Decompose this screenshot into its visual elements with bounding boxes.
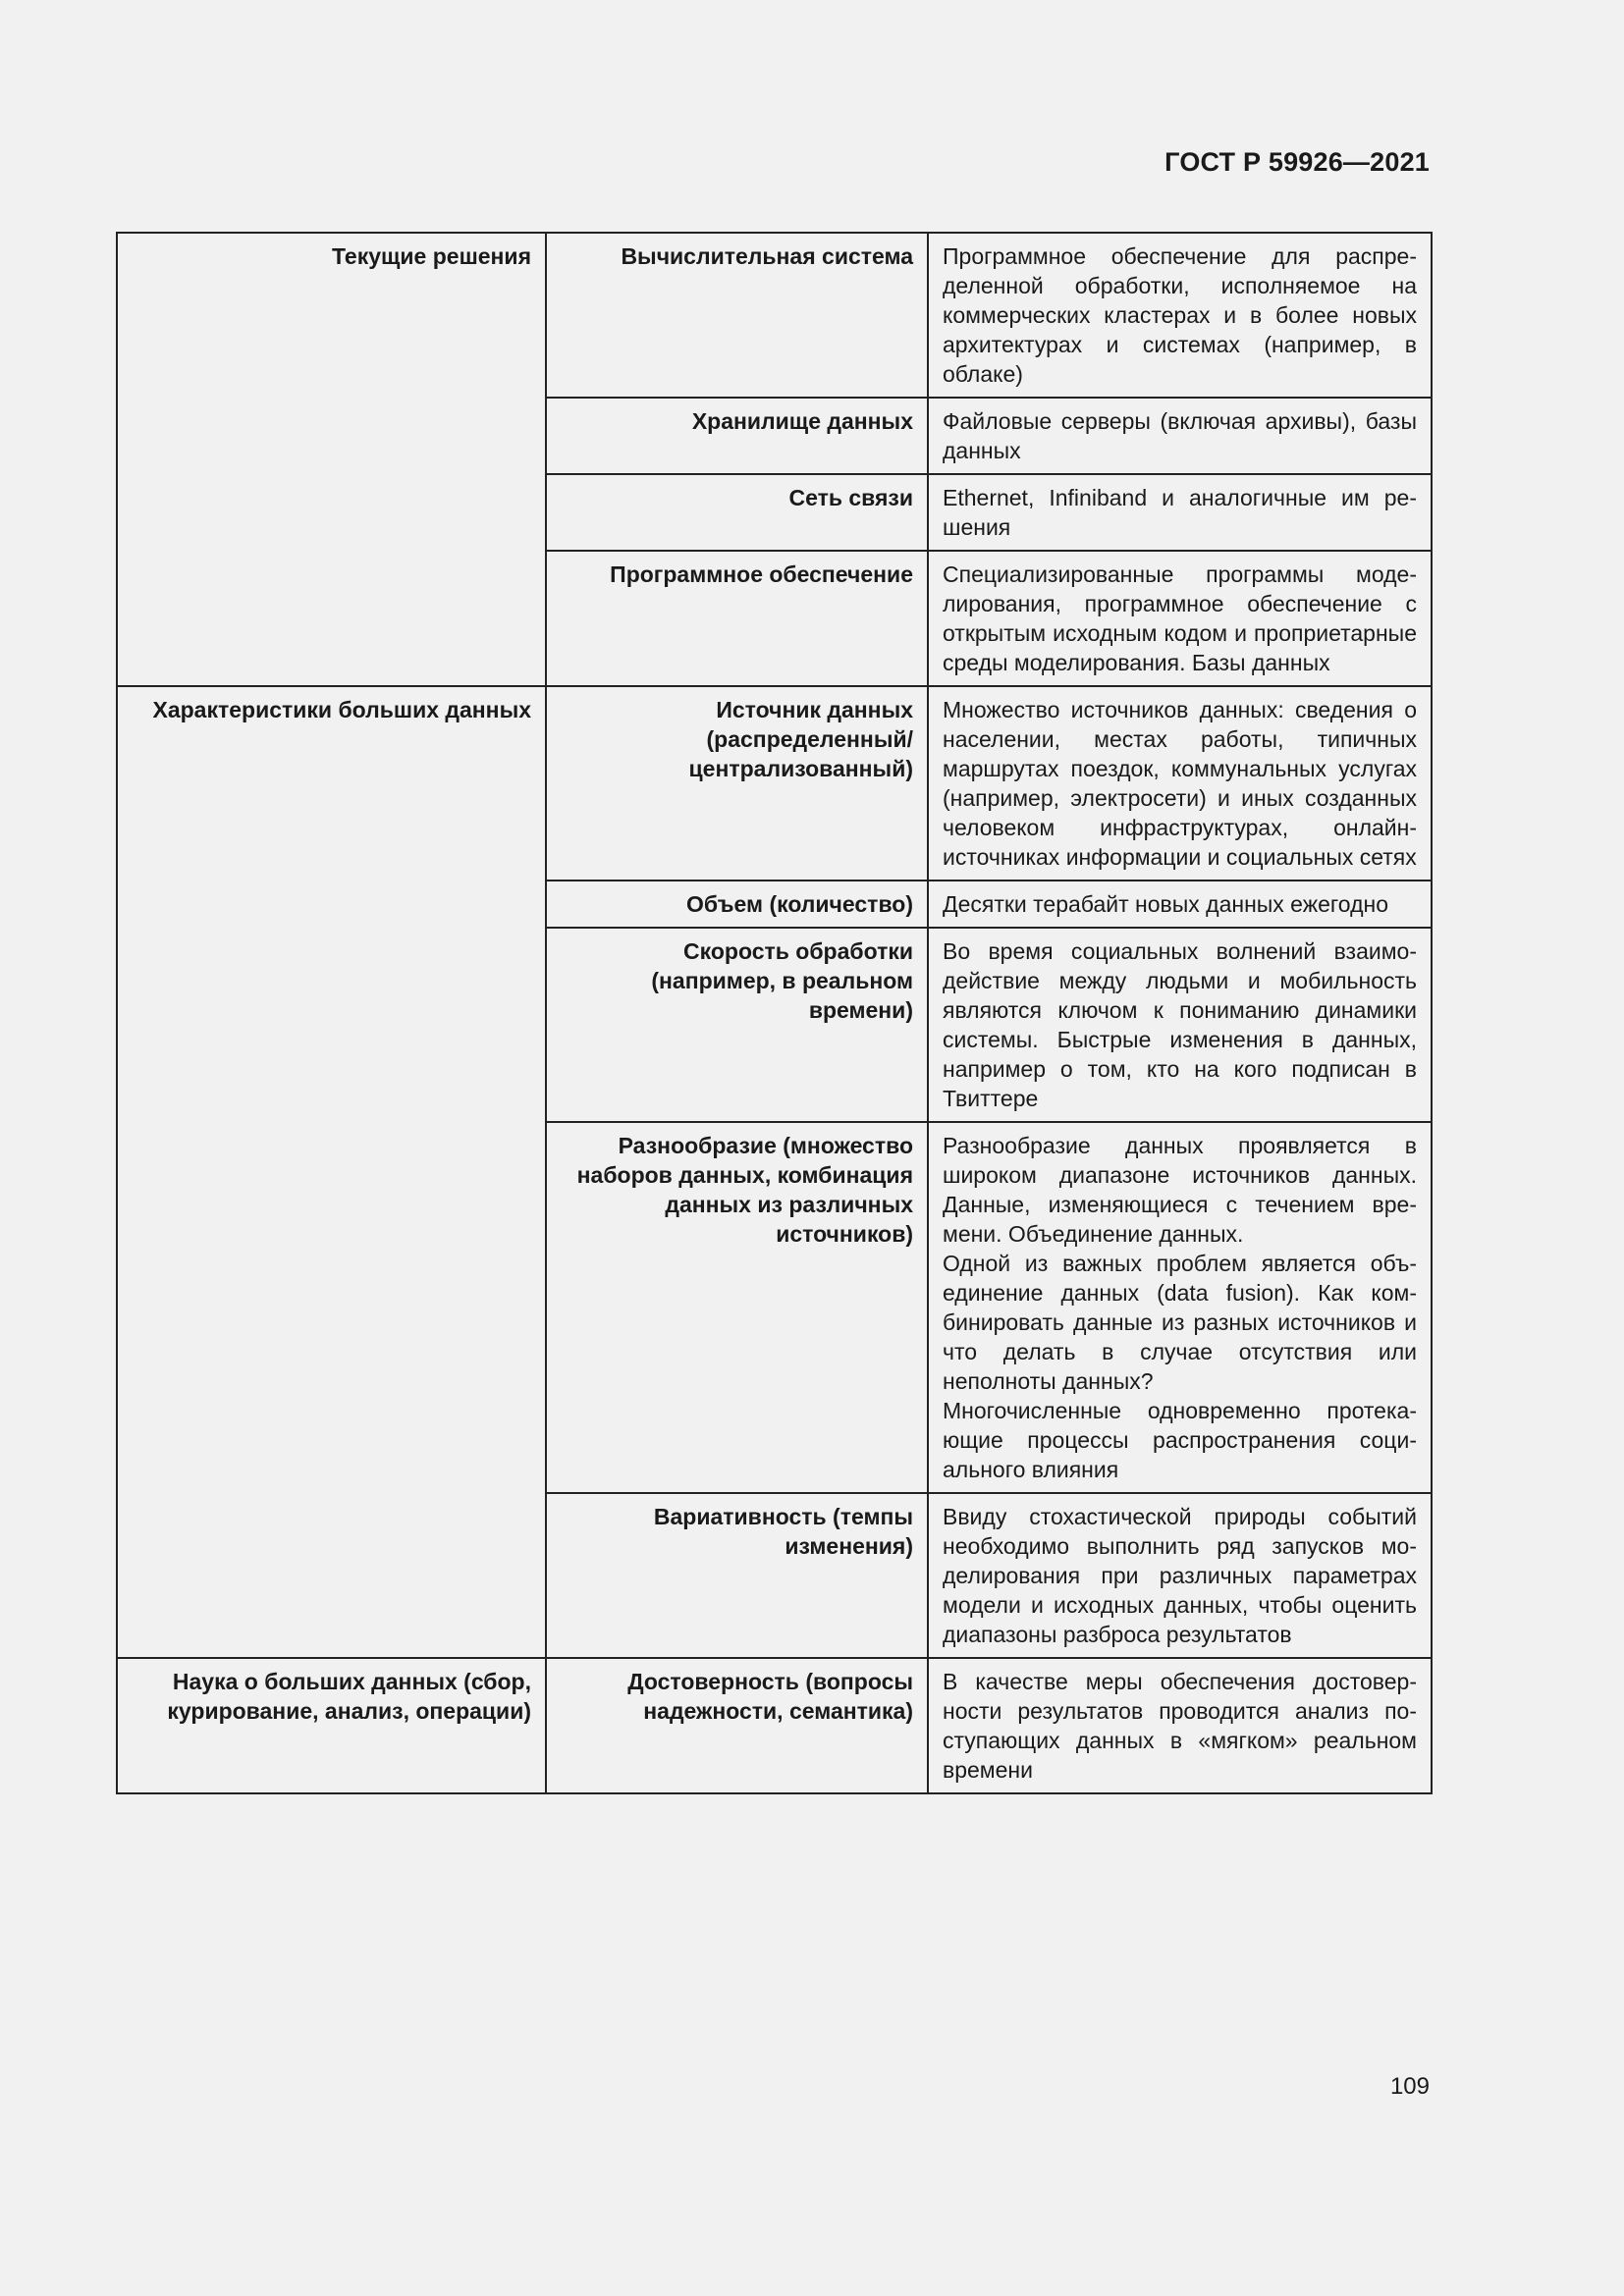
description-cell <box>928 881 1432 928</box>
description-paragraph: Во время социальных волнений взаимодействие между людьми и мобильность являются ключом к пониманию динамики системы. Быстрые изменения в данных, например о том, кто на кого подписан в Твиттере <box>943 938 1417 1111</box>
description-paragraph: Файловые серверы (включая архивы), базы данных <box>943 408 1417 463</box>
description-cell <box>928 686 1432 881</box>
description-paragraph: Специализированные программы моделирования, программное обеспечение с открытым исходным кодом и проприетарные среды моделирования. Базы данных <box>943 561 1417 675</box>
subcategory-cell: Вычислительная система <box>546 233 928 398</box>
description-paragraph: В качестве меры обеспечения достоверности результатов проводится анализ поступающих данных в «мягком» реальном времени <box>943 1669 1417 1783</box>
description-cell <box>928 1122 1432 1493</box>
description-paragraph: Ethernet, Infiniband и аналогичные им решения <box>943 485 1417 540</box>
table-row <box>117 233 1432 398</box>
specification-table <box>116 232 1433 1794</box>
page-number: 109 <box>1389 2073 1430 2100</box>
description-paragraph: Разнообразие данных проявляется в широком диапазоне источников данных. Данные, изменяющиеся с течением времени. Объединение данных. <box>943 1133 1417 1247</box>
subcategory-cell: Сеть связи <box>546 474 928 551</box>
subcategory-cell: Скорость обработки (например, в реальном времени) <box>546 928 928 1122</box>
description-cell <box>928 474 1432 551</box>
description-cell <box>928 1658 1432 1793</box>
subcategory-cell: Вариативность (темпы изменения) <box>546 1493 928 1658</box>
table-row <box>117 686 1432 881</box>
subcategory-cell: Достоверность (вопросы надежности, семантика) <box>546 1658 928 1793</box>
subcategory-cell: Программное обеспечение <box>546 551 928 686</box>
description-paragraph: Ввиду стохастической природы событий необходимо выполнить ряд запусков моделирования при различных параметрах модели и исходных данных, чтобы оценить диапазоны разброса результатов <box>943 1504 1417 1647</box>
subcategory-cell: Разнообразие (множество наборов данных, комбинация данных из различных источников) <box>546 1122 928 1493</box>
description-cell <box>928 398 1432 474</box>
description-cell <box>928 1493 1432 1658</box>
description-cell <box>928 233 1432 398</box>
description-cell <box>928 551 1432 686</box>
description-paragraph: Многочисленные одновременно протекающие процессы распространения социального влияния <box>943 1398 1417 1482</box>
description-paragraph: Одной из важных проблем является объединение данных (data fusion). Как комбинировать данные из разных источников и что делать в случае отсутствия или неполноты данных? <box>943 1251 1417 1394</box>
description-paragraph: Десятки терабайт новых данных ежегодно <box>943 891 1388 917</box>
category-cell: Наука о больших данных (сбор, курирование, анализ, операции) <box>117 1658 546 1793</box>
subcategory-cell: Источник данных (распределенный/ централизованный) <box>546 686 928 881</box>
description-paragraph: Множество источников данных: сведения о населении, местах работы, типичных маршрутах поездок, коммунальных услугах (например, электросети) и иных созданных человеком инфраструктурах, онлайн-источниках информации и социальных сетях <box>943 697 1417 870</box>
description-cell <box>928 928 1432 1122</box>
document-header: ГОСТ Р 59926—2021 <box>1164 147 1430 177</box>
subcategory-cell: Объем (количество) <box>546 881 928 928</box>
specification-table-body <box>117 233 1432 1793</box>
description-paragraph: Программное обеспечение для распределенной обработки, исполняемое на коммерческих кластерах и в более новых архитектурах и системах (например, в облаке) <box>943 243 1417 387</box>
category-cell: Текущие решения <box>117 233 546 686</box>
category-cell: Характеристики больших данных <box>117 686 546 1658</box>
subcategory-cell: Хранилище данных <box>546 398 928 474</box>
table-row <box>117 1658 1432 1793</box>
